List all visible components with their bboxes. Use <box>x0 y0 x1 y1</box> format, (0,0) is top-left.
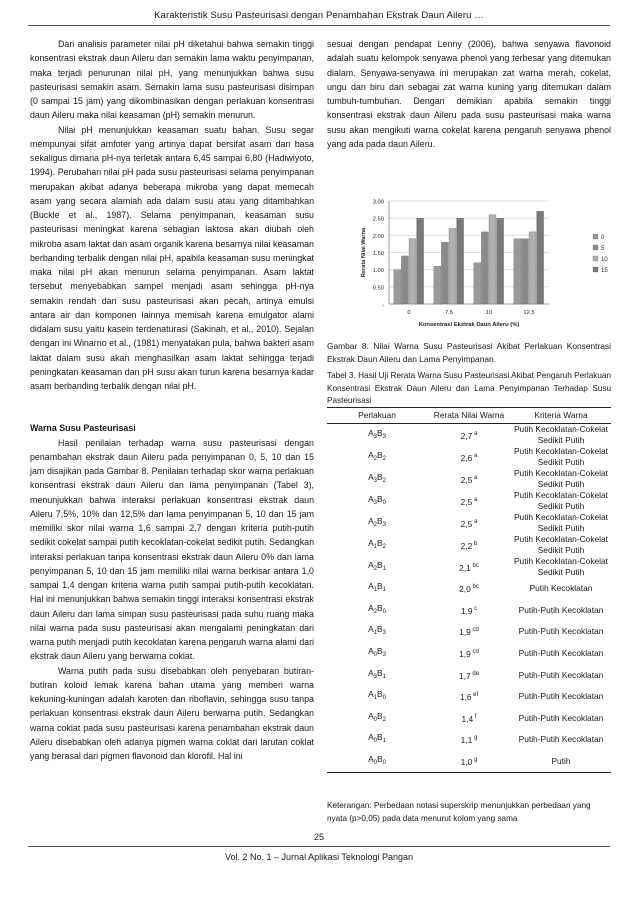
header-rerata: Rerata Nilai Warna <box>427 408 511 424</box>
cell-kriteria: Putih <box>511 751 611 773</box>
cell-rerata: 1,0 $^g$ <box>427 751 511 773</box>
header-kriteria: Kriteria Warna <box>511 408 611 424</box>
figure-caption: Gambar 8. Nilai Warna Susu Pasteurisasi Akibat Perlakuan Konsentrasi Ekstrak Daun Aileru dan Lama Penyimpanan. <box>327 341 611 364</box>
table-row <box>327 578 611 600</box>
paragraph-warna-results: Hasil penilaian terhadap warna susu pasteurisasi dengan penambahan ekstrak daun Aileru pada penyimpanan 0, 5, 10 dan 15 jam disajikan pada Gambar 8. Penilaian terhadap skor warna perlakuan konsentrasi ekstrak daun Aileru dan lama penyimpanan (Tabel 3), menunjukkan bahwa interaksi perlakuan konsentrasi ekstrak daun Aileru 7,5%, 10% dan 12,5% dan lama penyimpanan 5, 10 dan 15 jam memiliki skor nilai warna 1,6 sampai 2,7 dengan kriteria putih-putih sedikit cokelat sampai putih kecoklatan-cokelat sedikit putih. Sedangkan interaksi perlakuan tanpa konsentrasi ekstrak daun Aileru 0% dan lama penyimpanan 5, 10 dan 15 jam memiliki nilai warna berkisar antara 1,0 sampai 1,4 dengan kriteria warna putih sampai putih-putih kecoklatan. Hal ini menunjukkan bahwa semakin tinggi interaksi konsentrasi ekstrak daun Aileru dan lama simpan susu pasteurisasi pada suhu ruang maka nilai warna pada susu pasteurisasi akan mengalami peningkatan dari warna putih menjadi putih kecoklatan karena pengaruh warna alami dari ekstrak daun Aileru yang berwarna coklat. <box>30 437 314 662</box>
legend-label: 0 <box>601 235 605 241</box>
table-row <box>327 686 611 708</box>
cell-perlakuan: $A_3B_0$ <box>368 493 386 506</box>
page-number: 25 <box>313 832 324 842</box>
bar <box>529 232 536 304</box>
bar <box>457 218 464 304</box>
figure-8-chart <box>353 191 615 333</box>
cell-kriteria: Putih Kecoklatan-Cokelat Sedikit Putih <box>513 424 609 445</box>
cell-perlakuan: $A_1B_0$ <box>368 689 386 702</box>
cell-rerata: 2,5 $^a$ <box>460 496 478 507</box>
cell-kriteria: Putih-Putih Kecoklatan <box>518 604 604 615</box>
table-caption: Tabel 3. Hasil Uji Rerata Warna Susu Pasteurisasi Akibat Pengaruh Perlakuan Konsentrasi Ekstrak Daun Aileru dan Lama Penyimpanan Terhadap Susu Pasteurisasi <box>327 371 611 406</box>
bar <box>489 215 496 304</box>
paragraph-ph-explanation: Nilai pH menunjukkan keasaman suatu bahan. Susu segar mempunyai sifat amfoter yang artinya dapat bersifat asam dan basa sekaligus dimana pH-nya terletak antara 6,45 sampai 6,80 (Hadiwiyoto, 1994). Perubahan nilai pH pada susu pasteurisasi selama penyimpanan merupakan akibat adanya beberapa mikroba yang dapat memecah asam yang secara alamiah ada dalam susu atau yang ditambahkan (Buckle et al., 1987). Selama penyimpanan, keasaman susu pasteurisasi meningkat karena sebagian laktosa akan diubah oleh mikroba asam laktat dan asam organik karena besarnya nilai keasaman berbanding terbalik dengan nilai pH, apabila keasaman susu meningkat maka nilai pH akan menurun selama penyimpanan. Asam laktat tersebut menyebabkan sampel menjadi asam sehingga pH-nya semakin rendah dan susu pasteurisasi akan pecah, artinya emulsi antara air dan komponen lainnya memisah karena emulgator alami didalam susu yaitu kasein terdenaturasi (Sakinah, et al., 2010). Sejalan dengan ini Winarno et al., (1981) menyatakan pula, bahwa bakteri asam laktat dalam susu akan menghasilkan asam laktat sehingga terjadi peningkatan keasaman dan pH susu akan turun karena besarnya kadar asam berbanding terbalik dengan nilai pH. <box>30 124 314 391</box>
bar <box>521 239 528 304</box>
cell-kriteria: Putih Kecoklatan-Cokelat Sedikit Putih <box>513 490 609 511</box>
table-row <box>327 490 611 512</box>
y-tick-label: 2.00 <box>372 233 384 240</box>
cell-kriteria: Putih Kecoklatan-Cokelat Sedikit Putih <box>513 446 609 467</box>
results-table <box>327 407 611 773</box>
cell-rerata: 2,7 $^a$ <box>460 430 478 441</box>
cell-rerata: 1,9 $^c$ <box>460 605 478 616</box>
cell-kriteria: Putih Kecoklatan-Cokelat Sedikit Putih <box>513 556 609 577</box>
y-tick-label: 1.50 <box>372 251 384 257</box>
cell-rerata: 2,5 $^a$ <box>460 474 478 485</box>
cell-kriteria: Putih Kecoklatan <box>529 583 593 594</box>
cell-kriteria: Putih-Putih Kecoklatan <box>518 712 604 723</box>
bar <box>394 270 401 304</box>
cell-perlakuan: $A_0B_2$ <box>368 710 386 723</box>
cell-perlakuan: $A_0B_1$ <box>368 732 386 745</box>
table-row <box>327 621 611 643</box>
cell-perlakuan: $A_1B_1$ <box>368 581 386 594</box>
y-tick-label: 0.50 <box>372 285 384 292</box>
cell-perlakuan: $A_1B_3$ <box>368 624 386 637</box>
section-title-warna: Warna Susu Pasteurisasi <box>30 423 136 434</box>
table-row <box>327 751 611 773</box>
table-row <box>327 708 611 730</box>
legend-swatch <box>593 267 598 272</box>
cell-perlakuan: $A_3B_1$ <box>368 667 386 680</box>
cell-perlakuan: $A_0B_3$ <box>368 646 386 659</box>
cell-kriteria: Putih-Putih Kecoklatan <box>518 669 604 680</box>
bar <box>434 266 441 304</box>
x-tick-label: 0 <box>407 310 411 316</box>
table-header-row <box>327 408 611 424</box>
table-row <box>327 468 611 490</box>
bar <box>441 242 448 304</box>
cell-kriteria: Putih-Putih Kecoklatan <box>518 626 604 637</box>
bar <box>417 218 424 304</box>
cell-rerata: 1,6 $^{ef}$ <box>459 692 479 703</box>
cell-kriteria: Putih Kecoklatan-Cokelat Sedikit Putih <box>513 534 609 555</box>
legend-label: 5 <box>601 246 605 252</box>
paragraph-ph-analysis: Dari analisis parameter nilai pH diketahui bahwa semakin tinggi konsentrasi ekstrak daun Aileru dan semakin lama waktu penyimpanan, maka terjadi penurunan nilai pH, yang menunjukkan bahwa susu pasteurisasi semakin asam. Semakin lama susu pasteurisasi disimpan (0 sampai 15 jam) yang dikombinasikan dengan perlakuan konsentrasi daun Aileru maka nilai keasaman (pH) semakin menurun. <box>30 39 314 121</box>
bar <box>409 239 416 304</box>
cell-perlakuan: $A_2B_1$ <box>368 559 386 572</box>
cell-rerata: 1,9 $^{cd}$ <box>459 627 479 638</box>
cell-perlakuan: $A_2B_0$ <box>368 602 386 615</box>
cell-perlakuan: $A_0B_0$ <box>327 751 427 773</box>
cell-kriteria: Putih Kecoklatan-Cokelat Sedikit Putih <box>513 468 609 489</box>
bar <box>474 263 481 304</box>
cell-kriteria: Putih-Putih Kecoklatan <box>518 734 604 745</box>
cell-rerata: 2,6 $^a$ <box>460 452 478 463</box>
right-column <box>327 37 611 151</box>
table-note: Keterangan: Perbedaan notasi superskrip menunjukkan perbedaan yang nyata (p>0,05) pada data menurut kolom yang sama <box>327 801 591 823</box>
cell-perlakuan: $A_3B_3$ <box>368 427 386 440</box>
bar <box>481 232 488 304</box>
x-tick-label: 7.5 <box>444 310 454 316</box>
legend-label: 15 <box>601 268 608 274</box>
bar <box>401 256 408 304</box>
journal-footer: Vol. 2 No. 1 – Jurnal Aplikasi Teknologi Pangan <box>225 852 413 862</box>
x-tick-label: 12.5 <box>523 310 535 316</box>
table-row <box>327 664 611 686</box>
cell-rerata: 2,1 $^{bc}$ <box>459 562 479 573</box>
legend-swatch <box>593 256 598 261</box>
header-perlakuan: Perlakuan <box>327 408 427 424</box>
cell-kriteria: Putih-Putih Kecoklatan <box>518 691 604 702</box>
y-tick-label: 3.00 <box>372 199 384 206</box>
cell-rerata: 2,0 $^{bc}$ <box>459 584 479 595</box>
bar <box>449 228 456 304</box>
table-row <box>327 600 611 622</box>
paragraph-flavonoid: sesuai dengan pendapat Lenny (2006), bahwa senyawa flavonoid adalah suatu kelompok senyawa phenol yang terbesar yang ditemukan dialam. Senyawa-senyawa ini merupakan zat warna merah, cokelat, ungu dan biru dan sebagai zat warna kuning yang ditemukan dalam tumbuh-tumbuhan. Dengan demikian apabila semakin tinggi konsentrasi ekstrak daun Aileru pada susu pasteurisasi maka warna susu akan mengikuti warna cokelat karena pengaruh senyawa phenol yang ada pada daun Aileru. <box>327 39 611 149</box>
x-tick-label: 10 <box>485 310 493 316</box>
bar <box>514 239 521 304</box>
table-row <box>327 424 611 447</box>
bar <box>497 218 504 304</box>
table-row <box>327 512 611 534</box>
bar <box>537 211 544 304</box>
running-header: Karakteristik Susu Pasteurisasi dengan Penambahan Ekstrak Daun Aileru … <box>154 10 484 21</box>
y-tick-label: - <box>382 302 384 309</box>
cell-perlakuan: $A_1B_2$ <box>368 537 386 550</box>
legend-label: 10 <box>601 257 608 263</box>
cell-perlakuan: $A_2B_2$ <box>368 449 386 462</box>
cell-rerata: 2,2 $^b$ <box>460 540 478 551</box>
y-axis-label: Rerata Nilai Warna <box>361 227 367 278</box>
cell-kriteria: Putih-Putih Kecoklatan <box>518 648 604 659</box>
y-tick-label: 2.50 <box>372 216 384 223</box>
cell-rerata: 1,9 $^{cd}$ <box>459 649 479 660</box>
cell-perlakuan: $A_3B_2$ <box>368 471 386 484</box>
x-axis-label: Konsentrasi Ekstrak Daun Aileru (%) <box>418 322 520 328</box>
table-row <box>327 643 611 665</box>
cell-rerata: 1,4 $^f$ <box>461 713 477 724</box>
paragraph-warna-cause: Warna putih pada susu disebabkan oleh penyebaran butiran-butiran koloid lemak karena bahan utama yang memberi warna kekuning-kuningan adalah karoten dan riboflavin, sehingga susu tanpa perlakuan konsentrasi ekstrak daun Aileru berwarna putih. Sedangkan warna coklat pada susu pasteurisasi karena penambahan ekstrak daun Aileru disebabkan oleh adanya pigmen warna coklat dari larutan coklat yang berasal dari pigmen flavonoid dan klorofil. Hal ini <box>30 665 314 761</box>
table-row <box>327 534 611 556</box>
cell-rerata: 2,5 $^a$ <box>460 518 478 529</box>
y-tick-label: 1.00 <box>372 268 384 275</box>
left-column <box>30 37 314 763</box>
legend-swatch <box>593 245 598 250</box>
legend-swatch <box>593 234 598 239</box>
header-rule <box>28 25 610 26</box>
table-row <box>327 729 611 751</box>
footer-rule <box>28 846 610 847</box>
table-row <box>327 446 611 468</box>
bar-chart-svg <box>353 191 615 333</box>
table-row <box>327 556 611 578</box>
cell-kriteria: Putih Kecoklatan-Cokelat Sedikit Putih <box>513 512 609 533</box>
cell-rerata: 1,7 $^{de}$ <box>459 670 479 681</box>
cell-rerata: 1,1 $^g$ <box>460 735 478 746</box>
cell-perlakuan: $A_2B_3$ <box>368 515 386 528</box>
